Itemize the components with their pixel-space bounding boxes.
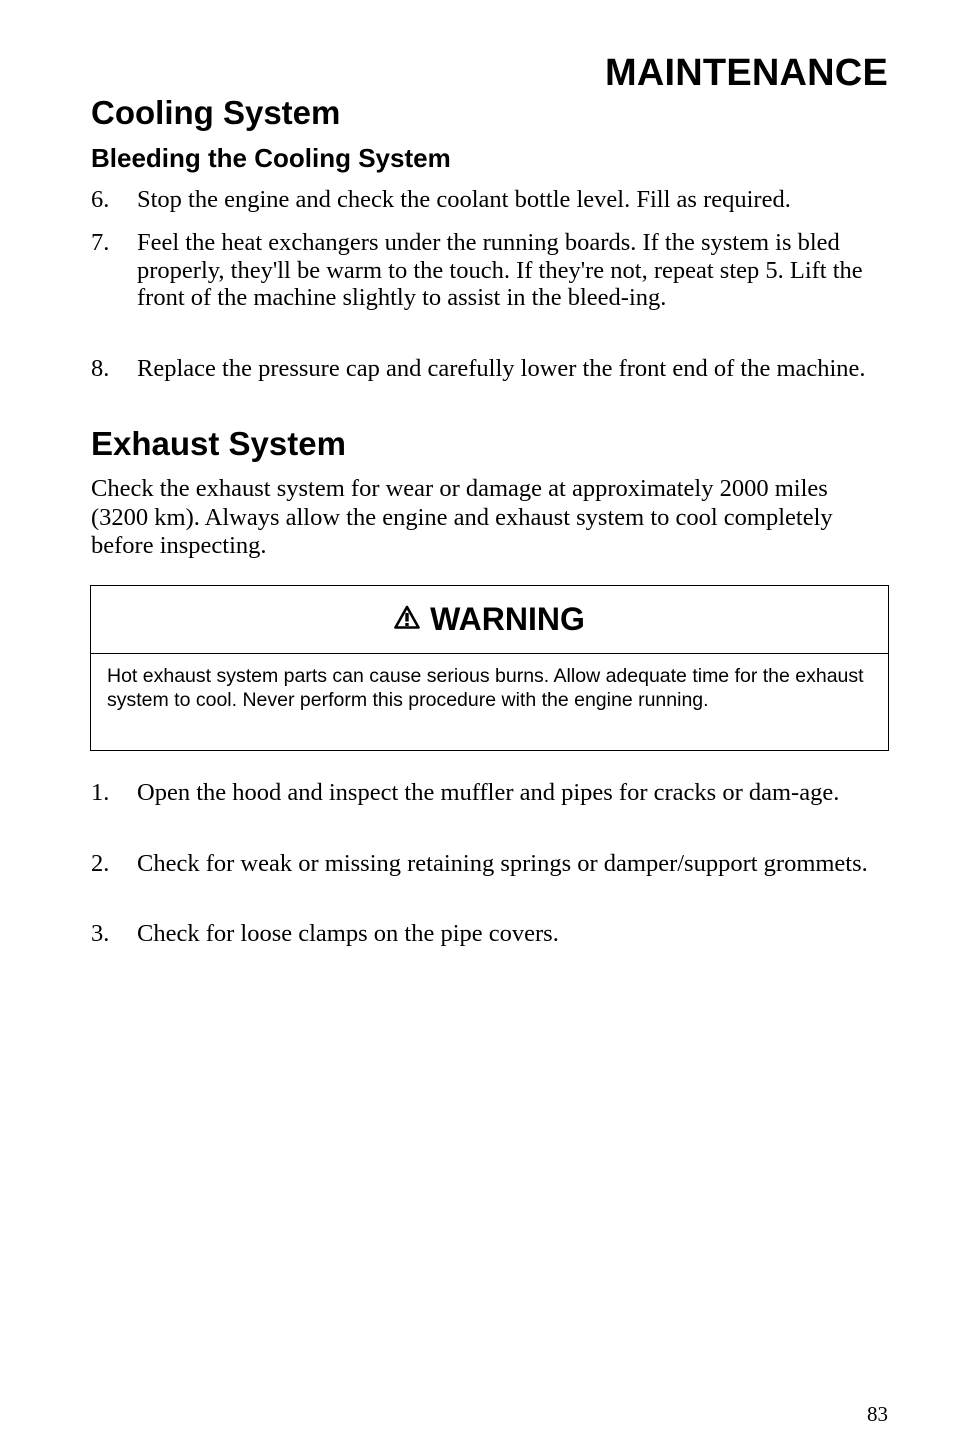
exhaust-intro-paragraph: Check the exhaust system for wear or damage at approximately 2000 miles (3200 km). Always allow the engine and exhaust system to cool completely before inspecting. bbox=[91, 475, 833, 559]
step-text: Stop the engine and check the coolant bottle level. Fill as required. bbox=[137, 186, 791, 213]
warning-text: Hot exhaust system parts can cause serious burns. Allow adequate time for the exhaust system to cool. Never perform this procedure with the engine running. bbox=[107, 665, 864, 711]
step-number: 8. bbox=[91, 355, 110, 382]
section-title: MAINTENANCE bbox=[605, 52, 888, 94]
step-text: Check for loose clamps on the pipe covers. bbox=[137, 920, 559, 947]
cooling-step-6 bbox=[91, 186, 891, 214]
warning-triangle-icon bbox=[394, 605, 420, 634]
cooling-system-heading: Cooling System bbox=[91, 94, 341, 131]
warning-header bbox=[91, 586, 888, 654]
step-text: Feel the heat exchangers under the running boards. If the system is bled properly, they'll be warm to the touch. If they're not, repeat step 5. Lift the front of the machine slightly to assist in the bleed-ing. bbox=[137, 229, 863, 311]
step-number: 3. bbox=[91, 920, 110, 947]
step-number: 7. bbox=[91, 229, 110, 256]
bleeding-cooling-system-subheading: Bleeding the Cooling System bbox=[91, 143, 451, 173]
step-text: Check for weak or missing retaining springs or damper/support grommets. bbox=[137, 850, 868, 877]
cooling-step-8 bbox=[91, 355, 891, 383]
cooling-step-7 bbox=[91, 229, 891, 312]
warning-box bbox=[90, 585, 889, 751]
step-text: Replace the pressure cap and carefully lower the front end of the machine. bbox=[137, 355, 866, 382]
step-number: 1. bbox=[91, 779, 110, 806]
step-text: Open the hood and inspect the muffler and pipes for cracks or dam-age. bbox=[137, 779, 840, 806]
step-number: 2. bbox=[91, 850, 110, 877]
exhaust-step-3 bbox=[91, 920, 891, 948]
step-number: 6. bbox=[91, 186, 110, 213]
exhaust-step-2 bbox=[91, 850, 891, 878]
page-number: 83 bbox=[867, 1402, 888, 1426]
warning-title: WARNING bbox=[430, 601, 585, 637]
exhaust-system-heading: Exhaust System bbox=[91, 425, 346, 462]
exhaust-step-1 bbox=[91, 779, 891, 807]
